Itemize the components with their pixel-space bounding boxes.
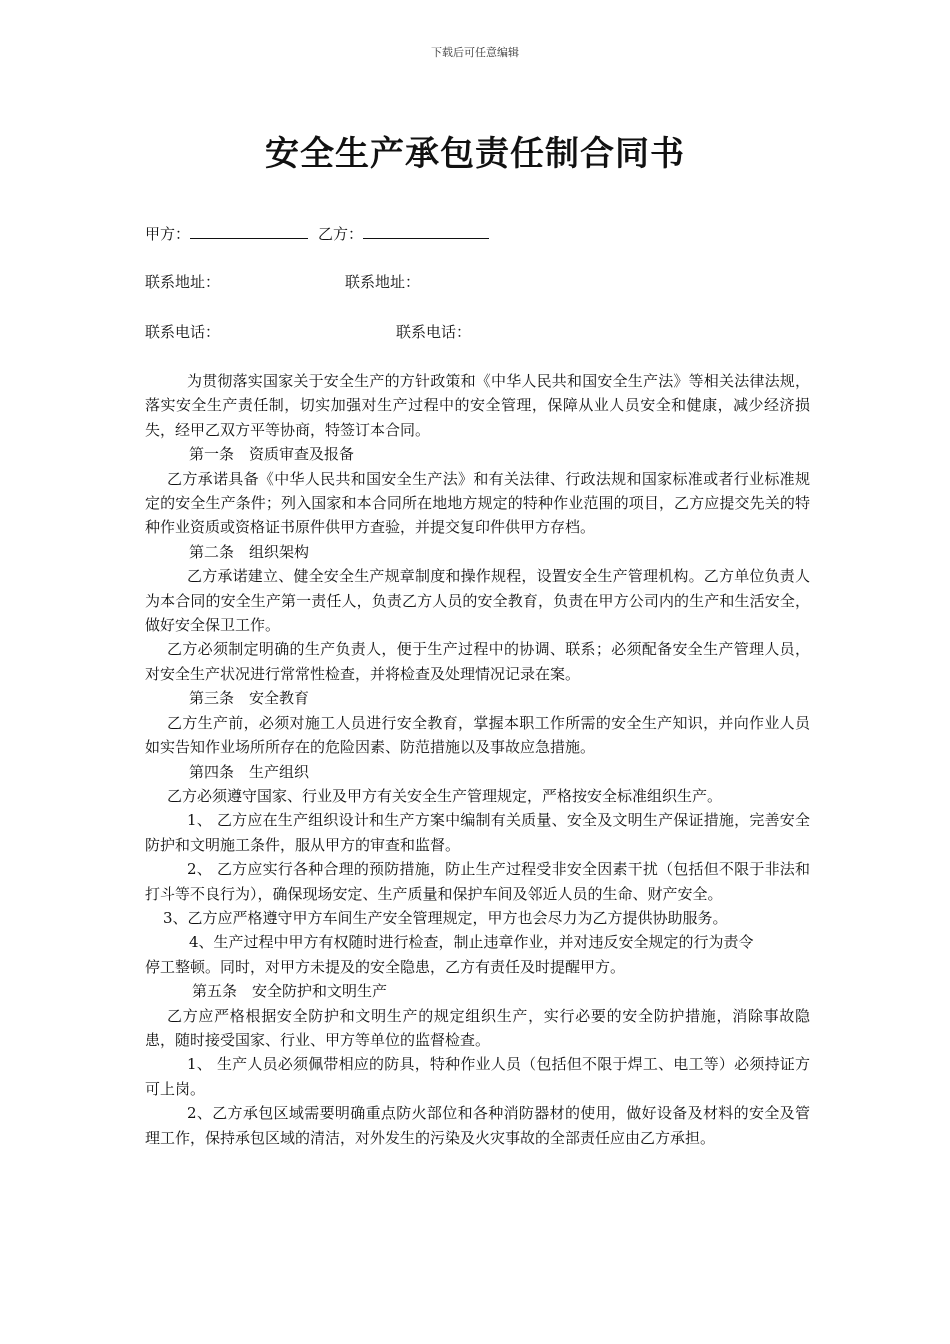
article-4-item-4-continued: 停工整顿。同时，对甲方未提及的安全隐患，乙方有责任及时提醒甲方。	[145, 957, 626, 976]
phone-a-label: 联系电话：	[145, 323, 221, 341]
document-title: 安全生产承包责任制合同书	[265, 134, 685, 174]
article-1-heading: 第一条 资质审查及报备	[189, 445, 355, 464]
article-1-paragraph: 乙方承诺具备《中华人民共和国安全生产法》和有关法律、行政法规和国家标准或者行业标准规定的安全生产条件；列入国家和本合同所在地地方规定的特种作业范围的项目，乙方应提交先关的特种作业资质或资格证书原件供甲方查验，并提交复印件供甲方存档。	[145, 469, 810, 537]
article-2-heading: 第二条 组织架构	[189, 542, 310, 561]
article-2-paragraph-2: 乙方必须制定明确的生产负责人，便于生产过程中的协调、联系；必须配备安全生产管理人员，对安全生产状况进行常常性检查，并将检查及处理情况记录在案。	[145, 640, 810, 683]
party-a-label: 甲方：	[145, 225, 191, 243]
address-a-label: 联系地址：	[145, 273, 221, 291]
article-3-paragraph: 乙方生产前，必须对施工人员进行安全教育，掌握本职工作所需的安全生产知识，并向作业人员如实告知作业场所所存在的危险因素、防范措施以及事故应急措施。	[145, 713, 810, 757]
article-4-paragraph: 乙方必须遵守国家、行业及甲方有关安全生产管理规定，严格按安全标准组织生产。	[167, 786, 723, 805]
phone-line	[145, 321, 471, 343]
party-line	[145, 222, 489, 244]
article-5-item-1: 1、 生产人员必须佩带相应的防具，特种作业人员（包括但不限于焊工、电工等）必须持证方可上岗。	[145, 1055, 810, 1098]
party-a-blank[interactable]	[190, 222, 308, 239]
article-4-item-2: 2、 乙方应实行各种合理的预防措施，防止生产过程受非安全因素干扰（包括但不限于非法和打斗等不良行为），确保现场安定、生产质量和保护车间及邻近人员的生命、财产安全。	[145, 860, 810, 903]
address-line	[145, 271, 420, 293]
article-4-item-1: 1、 乙方应在生产组织设计和生产方案中编制有关质量、安全及文明生产保证措施，完善安全防护和文明施工条件，服从甲方的审查和监督。	[145, 811, 810, 854]
article-3-heading: 第三条 安全教育	[189, 689, 310, 708]
article-4-heading: 第四条 生产组织	[189, 762, 310, 781]
article-4-item-4: 4、生产过程中甲方有权随时进行检查，制止违章作业，并对违反安全规定的行为责令	[189, 933, 754, 952]
article-2-paragraph-1: 乙方承诺建立、健全安全生产规章制度和操作规程，设置安全生产管理机构。乙方单位负责人为本合同的安全生产第一责任人，负责乙方人员的安全教育，负责在甲方公司内的生产和生活安全，做好安全保卫工作。	[145, 567, 810, 635]
party-b-blank[interactable]	[363, 222, 489, 239]
contract-body	[145, 369, 810, 1150]
party-b-label: 乙方：	[318, 225, 364, 243]
article-4-item-3: 3、乙方应严格遵守甲方车间生产安全管理规定，甲方也会尽力为乙方提供协助服务。	[163, 908, 728, 927]
header-note: 下载后可任意编辑	[431, 46, 519, 59]
article-5-paragraph: 乙方应严格根据安全防护和文明生产的规定组织生产，实行必要的安全防护措施，消除事故隐患，随时接受国家、行业、甲方等单位的监督检查。	[145, 1006, 810, 1049]
address-b-label: 联系地址：	[345, 273, 421, 291]
article-5-item-2: 2、乙方承包区域需要明确重点防火部位和各种消防器材的使用，做好设备及材料的安全及管理工作，保持承包区域的清洁，对外发生的污染及火灾事故的全部责任应由乙方承担。	[145, 1104, 810, 1147]
article-5-heading: 第五条 安全防护和文明生产	[192, 982, 388, 1001]
phone-b-label: 联系电话：	[396, 323, 472, 341]
preamble-paragraph: 为贯彻落实国家关于安全生产的方针政策和《中华人民共和国安全生产法》等相关法律法规，落实安全生产责任制，切实加强对生产过程中的安全管理，保障从业人员安全和健康，减少经济损失，经甲乙双方平等协商，特签订本合同。	[145, 372, 810, 439]
